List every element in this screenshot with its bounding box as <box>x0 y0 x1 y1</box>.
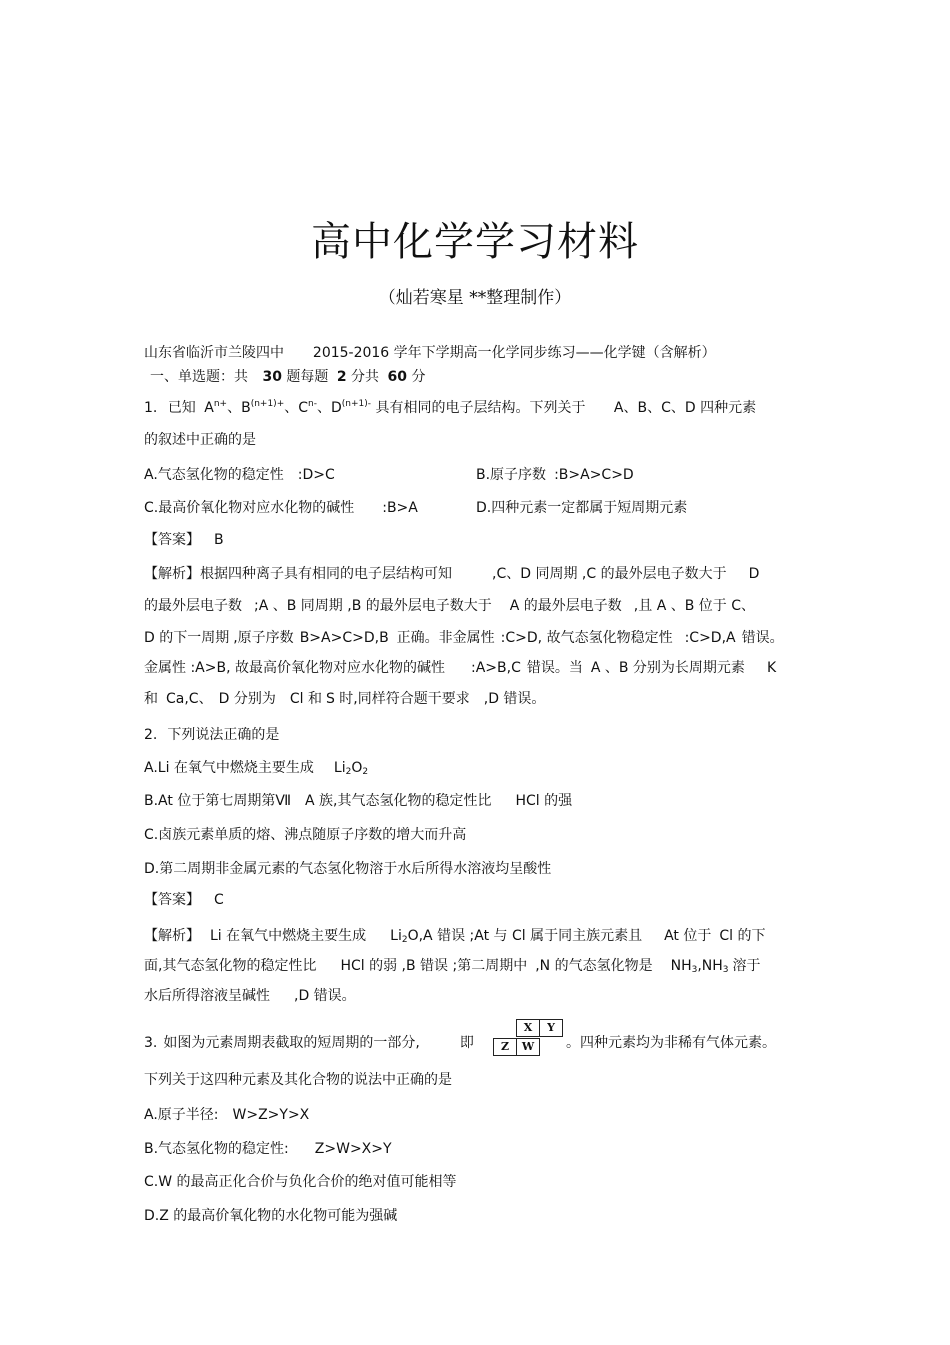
section-mid2: 分共 <box>351 369 380 385</box>
q1-ion-c: $C^{n-}$、 <box>298 399 331 416</box>
q2-option-a: A.Li 在氧气中燃烧主要生成 $Li_2O_2$ <box>144 760 369 777</box>
section-heading <box>150 367 425 387</box>
cell-w: W <box>516 1038 540 1056</box>
q2-option-b: B.At 位于第七周期第Ⅶ A 族,其气态氢化物的稳定性比 HCl 的强 <box>144 793 573 809</box>
section-mid1: 题每题 <box>286 369 329 385</box>
q1-explanation-4: 金属性 :A>B, 故最高价氧化物对应水化物的碱性 :A>B,C 错误。当 A 、B 分别为长周期元素 K <box>144 660 777 676</box>
q3-stem-2: 下列关于这四种元素及其化合物的说法中正确的是 <box>144 1072 452 1088</box>
q1-explanation-3: D 的下一周期 ,原子序数 B>A>C>D,B 正确。非金属性 :C>D, 故气态氢化物稳定性 :C>D,A 错误。 <box>144 630 784 646</box>
q2-answer: 【答案】 C <box>144 892 224 908</box>
q3-option-c: C.W 的最高正化合价与负化合价的绝对值可能相等 <box>144 1174 457 1190</box>
source-line <box>144 343 716 363</box>
q1-option-b: B.原子序数 :B>A>C>D <box>476 467 634 483</box>
periodic-table-fragment <box>492 1019 564 1059</box>
q1-ion-b: $B^{(n+1)+}$、 <box>241 399 299 416</box>
q1-answer: 【答案】 B <box>144 532 224 548</box>
q2-stem: 2. 下列说法正确的是 <box>144 727 280 743</box>
q1-text-1: 具有相同的电子层结构。下列关于 <box>375 400 586 416</box>
section-total: 60 <box>387 369 407 385</box>
cell-y: Y <box>539 1019 563 1037</box>
q3-option-d: D.Z 的最高价氧化物的水化物可能为强碱 <box>144 1208 398 1224</box>
q1-ion-a: $A^{n+}$、 <box>204 399 242 416</box>
cell-z: Z <box>493 1038 517 1056</box>
q3-stem: 3. 如图为元素周期表截取的短周期的一部分, 即 <box>144 1035 474 1051</box>
page-title: 高中化学学习材料 <box>311 219 639 265</box>
q3-option-b: B.气态氢化物的稳定性: Z>W>X>Y <box>144 1141 392 1157</box>
q1-option-a: A.气态氢化物的稳定性 :D>C <box>144 467 335 483</box>
q1-text-known: 已知 <box>167 400 196 416</box>
section-prefix: 一、单选题：共 <box>150 369 248 385</box>
section-count: 30 <box>262 369 282 385</box>
cell-x: X <box>516 1019 540 1037</box>
q2-option-d: D.第二周期非金属元素的气态氢化物溶于水后所得水溶液均呈酸性 <box>144 861 552 877</box>
section-each: 2 <box>336 369 347 385</box>
q2-explanation-1: 【解析】 Li 在氧气中燃烧主要生成 $Li_2O,A$ 错误 ;At 与 Cl 属于同主族元素且 At 位于 Cl 的下 <box>144 928 766 945</box>
q1-explanation-2: 的最外层电子数 ;A 、B 同周期 ,B 的最外层电子数大于 A 的最外层电子数 ,且 A 、B 位于 C、 <box>144 598 756 614</box>
q1-ion-d: $D^{(n+1)-}$ <box>330 399 372 416</box>
q2-explanation-2: 面,其气态氢化物的稳定性比 HCl 的弱 ,B 错误 ;第二周期中 ,N 的气态氢化物是 $NH_3,NH_3$ 溶于 <box>144 958 761 975</box>
section-suffix: 分 <box>411 369 426 385</box>
q3-stem-tail: 。四种元素均为非稀有气体元素。 <box>566 1035 776 1051</box>
q1-option-d: D.四种元素一定都属于短周期元素 <box>476 500 688 516</box>
q1-number: 1. <box>144 400 158 416</box>
q1-explanation-1: 【解析】根据四种离子具有相同的电子层结构可知 ,C、D 同周期 ,C 的最外层电子数大于 D <box>144 566 760 582</box>
q2-explanation-3: 水后所得溶液呈碱性 ,D 错误。 <box>144 988 356 1004</box>
q2-option-c: C.卤族元素单质的熔、沸点随原子序数的增大而升高 <box>144 827 467 843</box>
page-subtitle: （灿若寒星 **整理制作） <box>378 288 572 308</box>
source-school: 山东省临沂市兰陵四中 <box>144 345 284 361</box>
q1-option-c: C.最高价氧化物对应水化物的碱性 :B>A <box>144 500 418 516</box>
q1-text-2: A、B、C、D 四种元素 <box>613 400 757 416</box>
q1-explanation-5: 和 Ca,C、 D 分别为 Cl 和 S 时,同样符合题干要求 ,D 错误。 <box>144 691 546 707</box>
q3-option-a: A.原子半径: W>Z>Y>X <box>144 1107 310 1123</box>
source-course: 2015-2016 学年下学期高一化学同步练习——化学键（含解析） <box>312 345 716 361</box>
q1-stem <box>144 398 756 418</box>
q1-stem-2: 的叙述中正确的是 <box>144 432 256 448</box>
